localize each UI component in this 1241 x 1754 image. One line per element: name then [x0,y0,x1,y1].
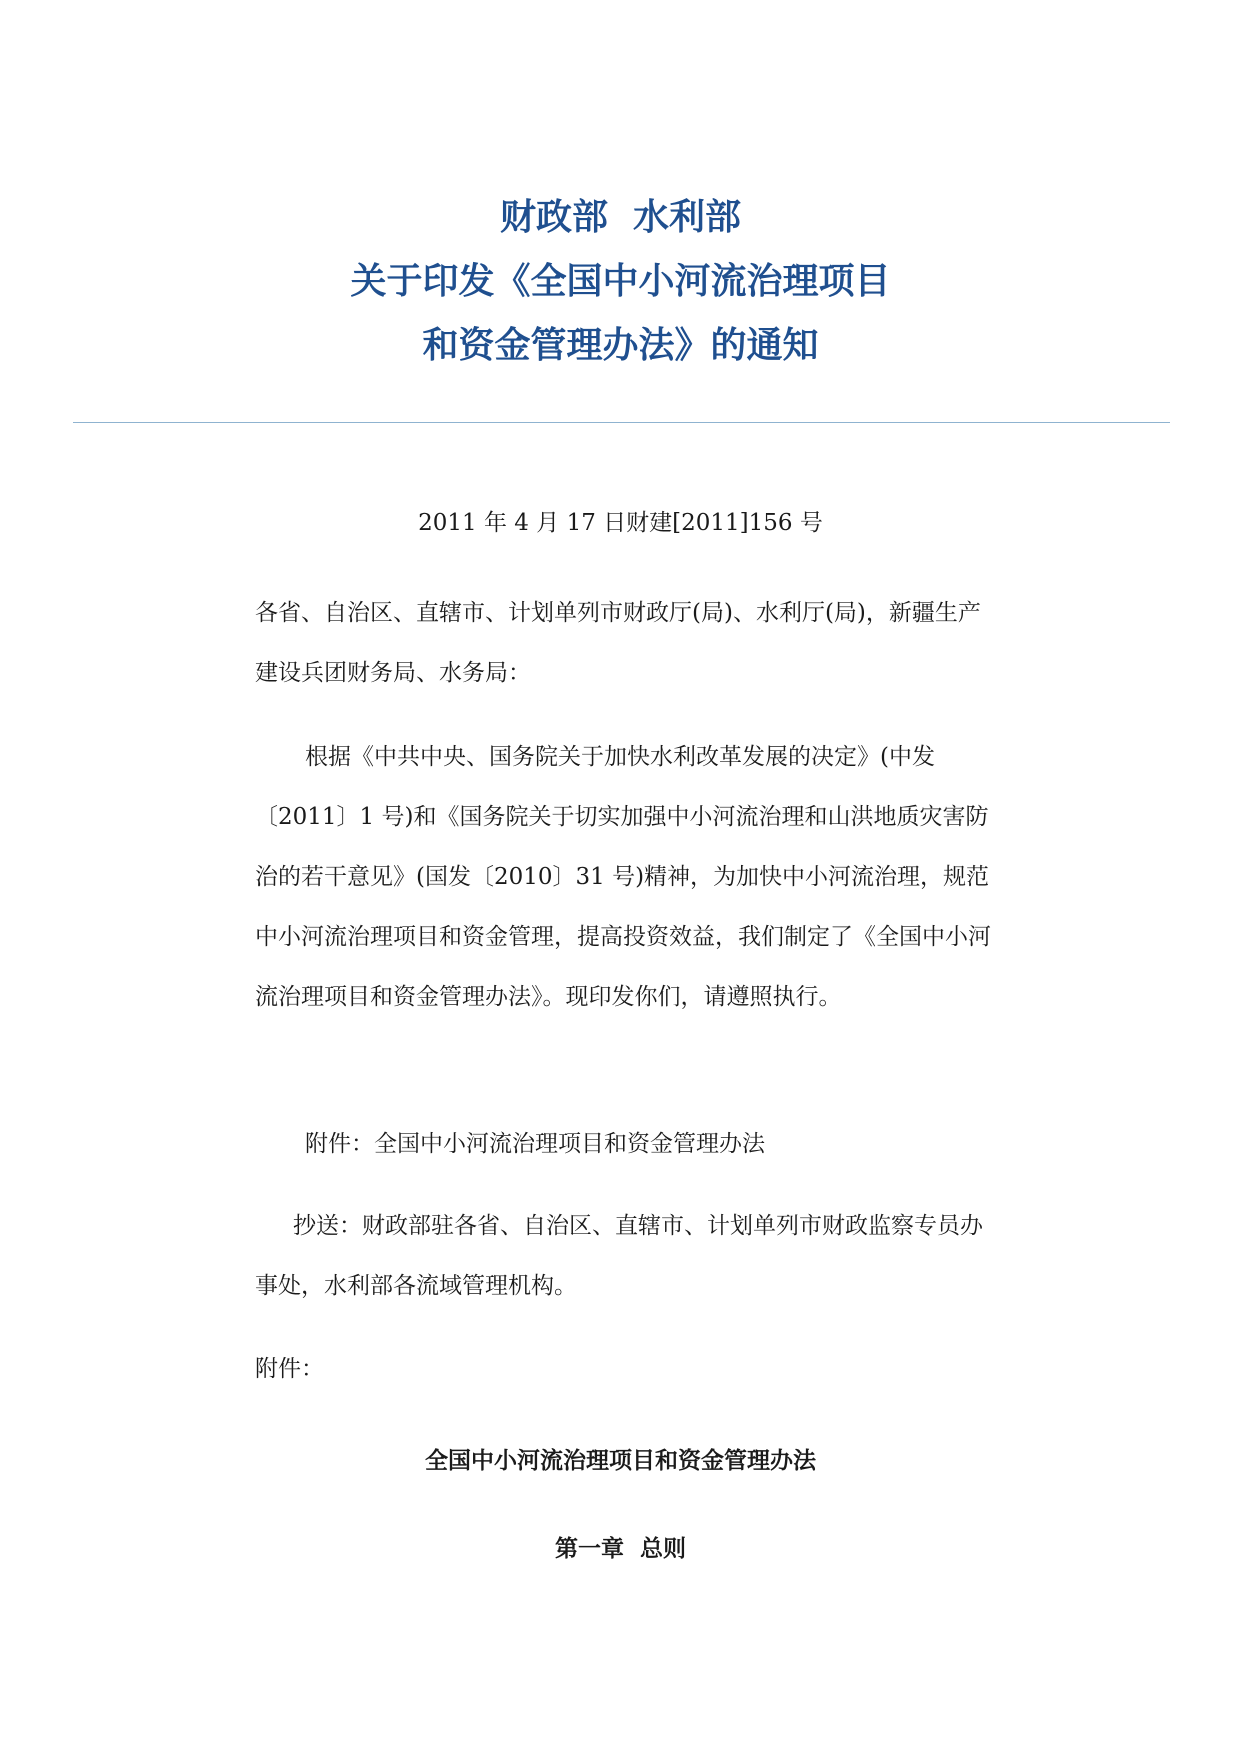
title-line-subject-1: 关于印发《全国中小河流治理项目 [350,261,891,302]
document-title [0,186,1241,378]
attachment-reference: 附件：全国中小河流治理项目和资金管理办法 [305,1131,765,1157]
chapter-heading: 第一章 总则 [554,1536,686,1562]
addressee-paragraph: 各省、自治区、直辖市、计划单列市财政厅(局)、水利厅(局)，新疆生产建设兵团财务局、水务局： [255,600,981,686]
cc-paragraph: 抄送：财政部驻各省、自治区、直辖市、计划单列市财政监察专员办事处，水利部各流域管理机构。 [255,1213,983,1299]
attachment-label: 附件： [255,1356,324,1382]
date-and-document-number: 2011 年 4 月 17 日财建[2011]156 号 [418,510,823,536]
main-paragraph: 根据《中共中央、国务院关于加快水利改革发展的决定》(中发〔2011〕1 号)和《国务院关于切实加强中小河流治理和山洪地质灾害防治的若干意见》(国发〔2010〕31 号)精神，为加快中小河流治理，规范中小河流治理项目和资金管理，提高投资效益，我们制定了《全国中小河流治理项目和资金管理办法》。现印发你们，请遵照执行。 [255,744,991,1010]
title-line-subject-2: 和资金管理办法》的通知 [422,325,819,366]
annex-title: 全国中小河流治理项目和资金管理办法 [425,1448,816,1474]
title-line-issuers: 财政部 水利部 [499,197,742,238]
title-divider [73,422,1170,423]
